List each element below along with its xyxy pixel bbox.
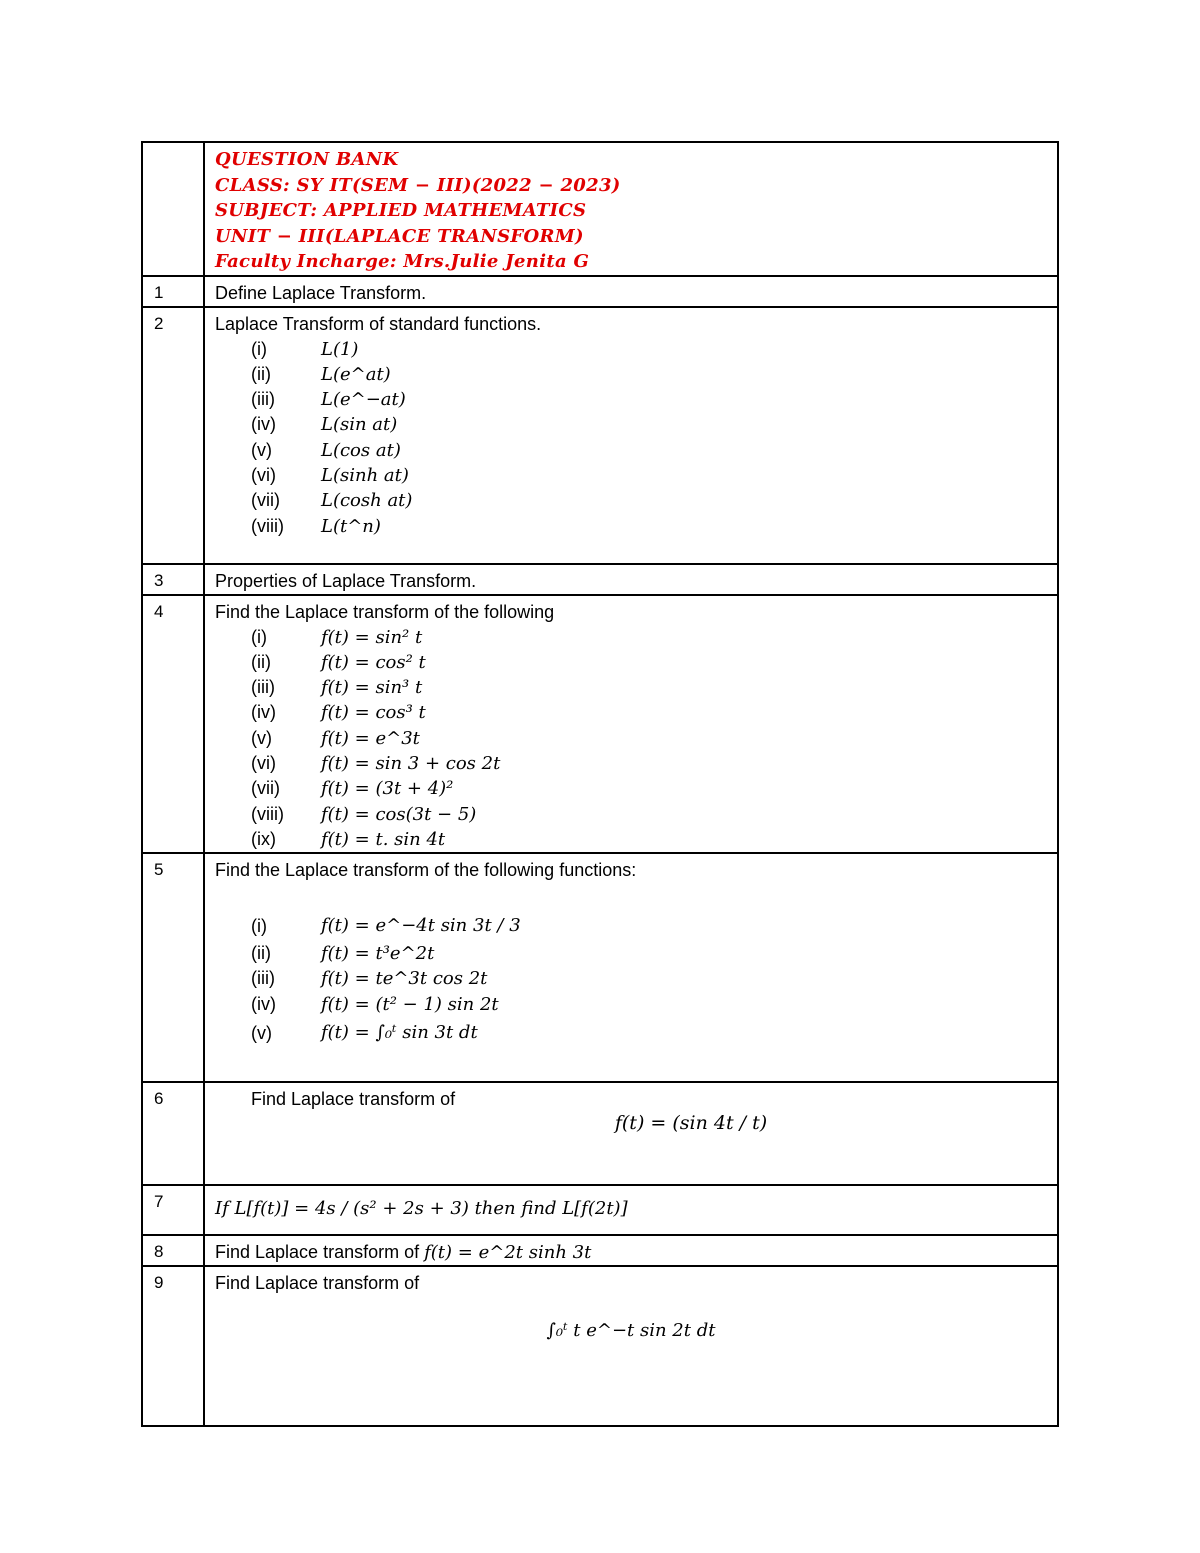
question-text: Find Laplace transform of: [251, 1089, 456, 1110]
sub-question: [251, 675, 1047, 700]
question-text: Laplace Transform of standard functions.: [215, 313, 542, 334]
sub-label: (ix): [251, 828, 276, 849]
sub-label: (viii): [251, 515, 284, 536]
subject-line: SUBJECT: APPLIED MATHEMATICS: [215, 200, 587, 221]
sub-label: (iv): [251, 414, 276, 435]
sub-question: [251, 776, 1047, 801]
math-expression: f(t) = (t² − 1) sin 2t: [321, 993, 499, 1015]
sub-question: [251, 1017, 1047, 1049]
math-expression: L(1): [321, 338, 359, 360]
sub-question: [251, 802, 1047, 827]
sub-question: [251, 650, 1047, 675]
question-text: Define Laplace Transform.: [215, 282, 427, 303]
math-expression: f(t) = cos³ t: [321, 702, 426, 724]
header-number-cell: [142, 142, 204, 276]
sub-label: (v): [251, 439, 272, 460]
math-expression: f(t) = ∫₀ᵗ sin 3t dt: [321, 1022, 478, 1044]
header-cell: [204, 142, 1058, 276]
sub-question: [251, 966, 1047, 991]
sub-label: (ii): [251, 651, 271, 672]
unit-line: UNIT − III(LAPLACE TRANSFORM): [215, 225, 584, 247]
faculty-line: Faculty Incharge: Mrs.Julie Jenita G: [215, 251, 590, 272]
class-line: CLASS: SY IT(SEM − III)(2022 − 2023): [215, 174, 621, 196]
question-text: Find Laplace transform of: [215, 1242, 420, 1263]
sub-question: [251, 412, 1047, 437]
equation-block: [215, 1112, 1047, 1134]
math-expression: f(t) = cos² t: [321, 651, 426, 673]
math-expression: L(sin at): [321, 414, 398, 436]
sub-label: (v): [251, 1023, 272, 1044]
question-number: 9: [142, 1266, 204, 1426]
question-text: Properties of Laplace Transform.: [215, 570, 477, 591]
math-expression: f(t) = cos(3t − 5): [321, 803, 477, 825]
math-expression: L(sinh at): [321, 464, 409, 486]
question-number: 4: [142, 595, 204, 854]
question-4: [204, 595, 1058, 854]
question-number: 1: [142, 276, 204, 307]
sub-question-list: [215, 911, 1047, 1049]
sub-question: [251, 827, 1047, 852]
sub-question: [251, 700, 1047, 725]
sub-question: [251, 625, 1047, 650]
sub-question: [251, 726, 1047, 751]
question-3: [204, 564, 1058, 595]
question-text: Find the Laplace transform of the following: [215, 601, 555, 622]
sub-question: [251, 992, 1047, 1017]
math-expression: f(t) = e^2t sinh 3t: [424, 1242, 592, 1264]
sub-question: [251, 438, 1047, 463]
question-6: [204, 1082, 1058, 1185]
sub-label: (vii): [251, 490, 280, 511]
question-8: [204, 1235, 1058, 1266]
math-expression: L(cos at): [321, 439, 401, 461]
sub-label: (iii): [251, 968, 275, 989]
equation-block: [215, 1296, 1047, 1341]
sub-question: [251, 911, 1047, 941]
sub-label: (i): [251, 626, 267, 647]
sub-label: (v): [251, 727, 272, 748]
question-1: [204, 276, 1058, 307]
math-expression: L(e^−at): [321, 389, 406, 411]
question-number: 7: [142, 1185, 204, 1235]
sub-label: (vi): [251, 752, 276, 773]
question-bank-table: [141, 141, 1059, 1427]
math-expression: f(t) = te^3t cos 2t: [321, 968, 488, 990]
question-number: 6: [142, 1082, 204, 1185]
math-expression: f(t) = (3t + 4)²: [321, 778, 454, 800]
question-text: Find Laplace transform of: [215, 1273, 420, 1294]
sub-label: (iv): [251, 702, 276, 723]
title: QUESTION BANK: [215, 149, 399, 170]
question-5: [204, 853, 1058, 1082]
math-expression: f(t) = sin 3 + cos 2t: [321, 752, 501, 774]
sub-question: [251, 751, 1047, 776]
question-number: 8: [142, 1235, 204, 1266]
math-expression: ∫₀ᵗ t e^−t sin 2t dt: [546, 1320, 716, 1342]
question-9: [204, 1266, 1058, 1426]
sub-question: [251, 488, 1047, 513]
math-expression: f(t) = t. sin 4t: [321, 828, 446, 850]
sub-label: (i): [251, 916, 267, 937]
math-expression: L(e^at): [321, 363, 391, 385]
math-expression: If L[f(t)] = 4s / (s² + 2s + 3) then find L[f(2t)]: [215, 1198, 628, 1220]
question-number: 2: [142, 307, 204, 564]
math-expression: f(t) = (sin 4t / t): [614, 1112, 768, 1135]
math-expression: L(t^n): [321, 515, 381, 537]
sub-label: (vii): [251, 778, 280, 799]
sub-label: (iv): [251, 993, 276, 1014]
question-2: [204, 307, 1058, 564]
sub-label: (ii): [251, 943, 271, 964]
question-number: 3: [142, 564, 204, 595]
sub-label: (viii): [251, 803, 284, 824]
question-text: Find the Laplace transform of the following functions:: [215, 860, 637, 881]
math-expression: f(t) = sin² t: [321, 626, 423, 648]
sub-question-list: [215, 337, 1047, 539]
sub-question: [251, 463, 1047, 488]
sub-label: (vi): [251, 464, 276, 485]
math-expression: L(cosh at): [321, 490, 413, 512]
sub-question: [251, 337, 1047, 362]
sub-label: (ii): [251, 363, 271, 384]
sub-question: [251, 387, 1047, 412]
question-7: [204, 1185, 1058, 1235]
sub-question: [251, 514, 1047, 539]
sub-label: (i): [251, 338, 267, 359]
sub-question-list: [215, 625, 1047, 853]
sub-label: (iii): [251, 389, 275, 410]
math-expression: f(t) = e^3t: [321, 727, 420, 749]
sub-question: [251, 941, 1047, 966]
question-number: 5: [142, 853, 204, 1082]
sub-question: [251, 362, 1047, 387]
math-expression: f(t) = t³e^2t: [321, 943, 435, 965]
math-expression: f(t) = e^−4t sin 3t / 3: [321, 915, 521, 937]
sub-label: (iii): [251, 677, 275, 698]
math-expression: f(t) = sin³ t: [321, 677, 423, 699]
